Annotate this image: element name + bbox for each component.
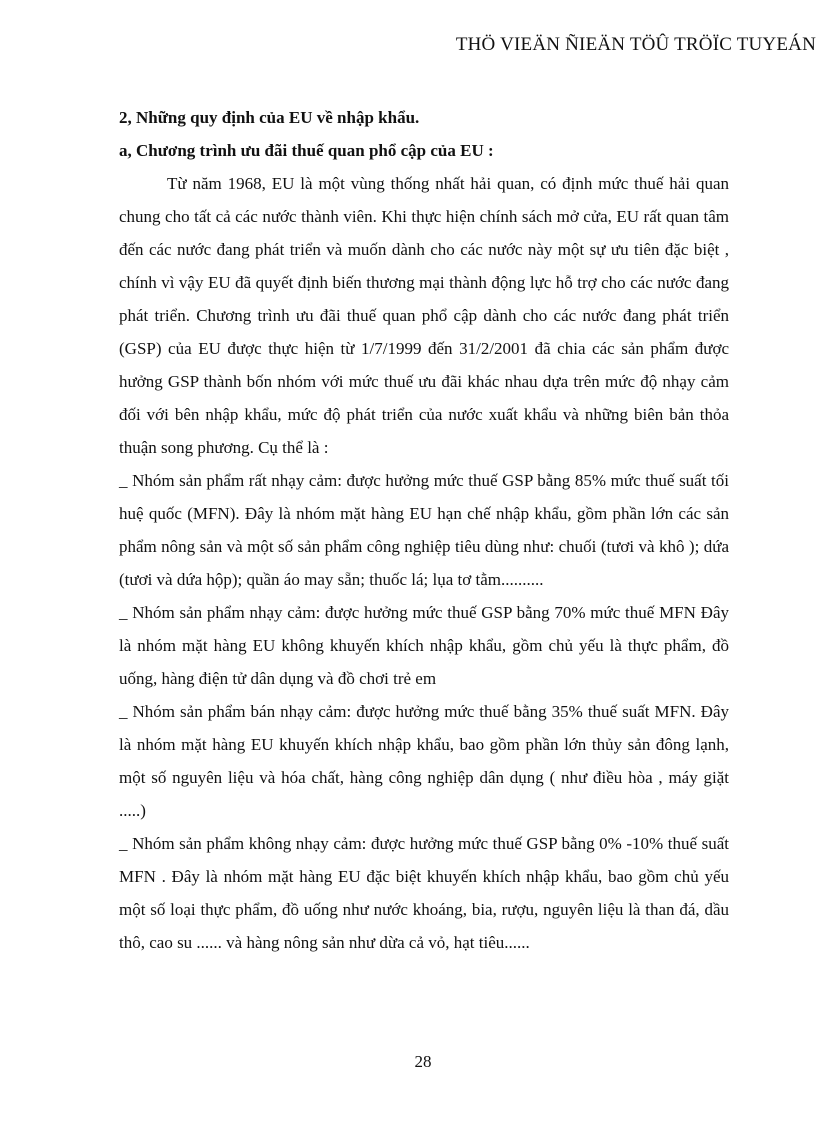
group-non-sensitive-paragraph: _ Nhóm sản phẩm không nhạy cảm: được hưởng mức thuế GSP bằng 0% -10% thuế suất MFN . Đây là nhóm mặt hàng EU đặc biệt khuyến khích nhập khẩu, bao gồm chủ yếu một số loại thực phẩm, đồ uống như nước khoáng, bia, rượu, nguyên liệu là than đá, dầu thô, cao su ...... và hàng nông sản như dừa cả vỏ, hạt tiêu...... bbox=[119, 834, 729, 952]
subsection-heading: a, Chương trình ưu đãi thuế quan phổ cập của EU : bbox=[119, 141, 494, 160]
group-sensitive-paragraph: _ Nhóm sản phẩm nhạy cảm: được hưởng mức thuế GSP bằng 70% mức thuế MFN Đây là nhóm mặt hàng EU không khuyến khích nhập khẩu, gồm chủ yếu là thực phẩm, đồ uống, hàng điện tử dân dụng và đồ chơi trẻ em bbox=[119, 603, 729, 688]
page-number: 28 bbox=[414, 1052, 432, 1071]
running-header: THÖ VIEÄN ÑIEÄN TÖÛ TRÖÏC TUYEÁN bbox=[455, 34, 816, 55]
group-semi-sensitive-paragraph: _ Nhóm sản phẩm bán nhạy cảm: được hưởng mức thuế bằng 35% thuế suất MFN. Đây là nhóm mặt hàng EU khuyến khích nhập khẩu, bao gồm phần lớn thủy sản đông lạnh, một số nguyên liệu và hóa chất, hàng công nghiệp dân dụng ( như điều hòa , máy giặt .....) bbox=[119, 702, 729, 820]
group-very-sensitive-paragraph: _ Nhóm sản phẩm rất nhạy cảm: được hưởng mức thuế GSP bằng 85% mức thuế suất tối huệ quốc (MFN). Đây là nhóm mặt hàng EU hạn chế nhập khẩu, gồm phần lớn các sản phẩm nông sản và một số sản phẩm công nghiệp tiêu dùng như: chuối (tươi và khô ); dứa (tươi và dứa hộp); quần áo may sẵn; thuốc lá; lụa tơ tằm.......... bbox=[119, 471, 729, 589]
intro-paragraph: Từ năm 1968, EU là một vùng thống nhất hải quan, có định mức thuế hải quan chung cho tất cả các nước thành viên. Khi thực hiện chính sách mở cửa, EU rất quan tâm đến các nước đang phát triển và muốn dành cho các nước này một sự ưu tiên đặc biệt , chính vì vậy EU đã quyết định biến thương mại thành động lực hỗ trợ cho các nước đang phát triển. Chương trình ưu đãi thuế quan phổ cập dành cho các nước đang phát triển (GSP) của EU được thực hiện từ 1/7/1999 đến 31/2/2001 đã chia các sản phẩm được hưởng GSP thành bốn nhóm với mức thuế ưu đãi khác nhau dựa trên mức độ nhạy cảm đối với bên nhập khẩu, mức độ phát triển của nước xuất khẩu và những biên bản thỏa thuận song phương. Cụ thể là : bbox=[119, 174, 729, 457]
page-content bbox=[119, 101, 729, 959]
section-heading: 2, Những quy định của EU về nhập khẩu. bbox=[119, 108, 420, 127]
